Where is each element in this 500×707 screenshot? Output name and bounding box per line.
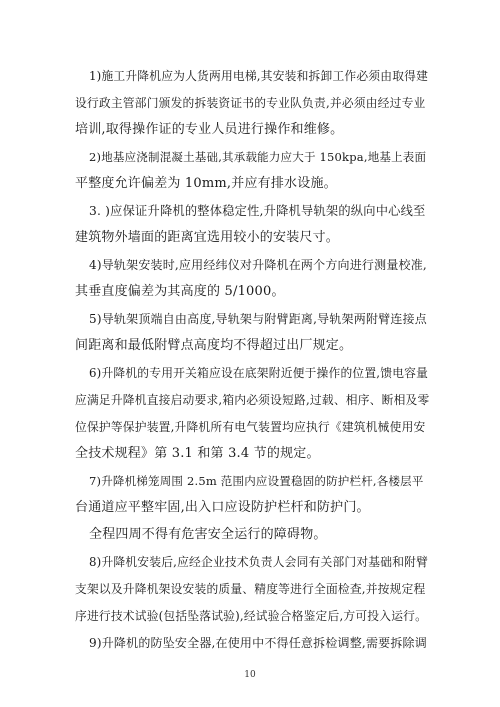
paragraph-9-line-2: 支架以及升降机架设安装的质量、精度等进行全面检查,并按规定程: [75, 582, 426, 596]
paragraph-6-line-3: 位保护等保护装置,升降机所有电气装置均应执行《建筑机械使用安: [75, 420, 426, 434]
paragraph-6-line-4: 全技术规程》第 3.1 和第 3.4 节的规定。: [75, 446, 320, 461]
paragraph-7-line-2: 台通道应平整牢固,出入口应设防护栏杆和防护门。: [75, 500, 370, 515]
paragraph-4-line-1: 4)导轨架安装时,应用经纬仪对升降机在两个方向进行测量校准,: [89, 258, 427, 272]
paragraph-9-line-3: 序进行技术试验(包括坠落试验),经试验合格鉴定后,方可投入运行。: [75, 609, 428, 623]
paragraph-7-line-1: 7)升降机梯笼周围 2.5m 范围内应设置稳固的防护栏杆,各楼层平: [89, 474, 424, 488]
paragraph-10-line-1: 9)升降机的防坠安全器,在使用中不得任意拆检调整,需要拆除调: [89, 636, 427, 650]
paragraph-9-line-1: 8)升降机安装后,应经企业技术负责人会同有关部门对基础和附臂: [89, 555, 429, 569]
paragraph-4-line-2: 其垂直度偏差为其高度的 5/1000。: [75, 284, 285, 299]
page-number: 10: [244, 670, 256, 680]
paragraph-5-line-1: 5)导轨架顶端自由高度,导轨架与附臂距离,导轨架两附臂连接点: [89, 312, 427, 326]
paragraph-3-line-2: 建筑物外墙面的距离宜选用较小的安装尺寸。: [75, 230, 340, 245]
paragraph-6-line-1: 6)升降机的专用开关箱应设在底架附近便于操作的位置,馈电容量: [89, 366, 429, 380]
paragraph-1-line-1: 1)施工升降机应为人货两用电梯,其安装和拆卸工作必须由取得建: [89, 69, 429, 83]
paragraph-2-line-2: 平整度允许偏差为 10mm,并应有排水设施。: [75, 176, 337, 191]
paragraph-6-line-2: 应满足升降机直接启动要求,箱内必须设短路,过载、相序、断相及零: [75, 393, 430, 407]
paragraph-1-line-3: 培训,取得操作证的专业人员进行操作和维修。: [75, 122, 344, 137]
paragraph-5-line-2: 间距离和最低附臂点高度均不得超过出厂规定。: [75, 338, 353, 353]
paragraph-1-line-2: 设行政主管部门颁发的拆装资证书的专业队负责,并必须由经过专业: [75, 96, 426, 110]
paragraph-2-line-1: 2)地基应浇制混凝土基础,其承载能力应大于 150kpa,地基上表面: [89, 150, 427, 164]
paragraph-3-line-1: 3. )应保证升降机的整体稳定性,升降机导轨架的纵向中心线至: [89, 204, 426, 218]
paragraph-8-line-1: 全程四周不得有危害安全运行的障碍物。: [89, 527, 327, 542]
